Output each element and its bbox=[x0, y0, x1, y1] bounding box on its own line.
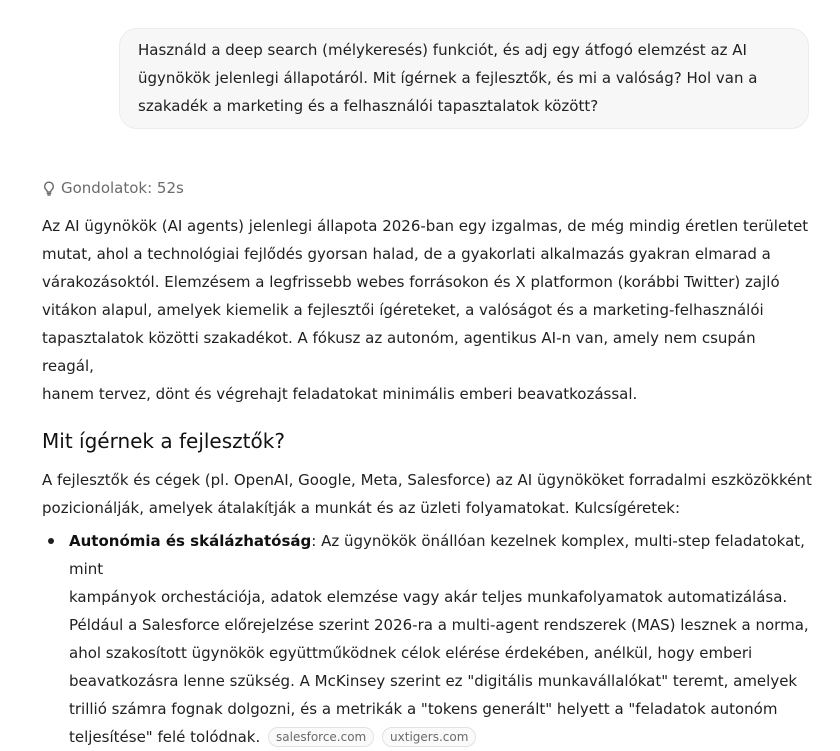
list-item bbox=[42, 527, 812, 751]
source-chip-salesforce[interactable]: salesforce.com bbox=[268, 727, 374, 747]
section-paragraph bbox=[42, 466, 812, 522]
intro-line: várakozásoktól. Elemzésem a legfrissebb webes forrásokon és X platformon (korábbi Twitter) zajló bbox=[42, 273, 780, 291]
user-message-line: szakadék a marketing és a felhasználói tapasztalatok között? bbox=[138, 97, 599, 115]
bullet-line: kampányok orchestációja, adatok elemzése vagy akár teljes munkafolyamatok automatizálása. bbox=[69, 588, 788, 606]
bullet-line: teljesítése" felé tolódnak. bbox=[69, 728, 261, 746]
intro-line: hanem tervez, dönt és végrehajt feladatokat minimális emberi beavatkozással. bbox=[42, 385, 638, 403]
bullet-line: : Az ügynökök önállóan kezelnek komplex, multi-step feladatokat, mint bbox=[69, 532, 805, 578]
user-message-bubble bbox=[119, 28, 809, 129]
intro-line: mutat, ahol a technológiai fejlődés gyorsan halad, de a gyakorlati alkalmazás gyakran elmarad a bbox=[42, 245, 771, 263]
bullet-line: trillió számra fognak dolgozni, és a metrikák a "tokens generált" helyett a "feladatok autonóm bbox=[69, 700, 778, 718]
assistant-answer bbox=[42, 212, 812, 751]
bullet-line: beavatkozásra lenne szükség. A McKinsey szerint ez "digitális munkavállalókat" teremt, amelyek bbox=[69, 672, 798, 690]
bullet-title: Autonómia és skálázhatóság bbox=[69, 532, 312, 550]
user-message-line: Használd a deep search (mélykeresés) funkciót, és adj egy átfogó elemzést az AI bbox=[138, 41, 747, 59]
intro-line: tapasztalatok közötti szakadékot. A fókusz az autonóm, agentikus AI-n van, amely nem csupán reagál, bbox=[42, 329, 756, 375]
section-line: A fejlesztők és cégek (pl. OpenAI, Google, Meta, Salesforce) az AI ügynököket forradalmi eszközökként bbox=[42, 471, 812, 489]
intro-paragraph bbox=[42, 212, 812, 408]
section-line: pozicionálják, amelyek átalakítják a munkát és az üzleti folyamatokat. Kulcsígéretek: bbox=[42, 499, 681, 517]
bullet-dot bbox=[48, 538, 54, 544]
source-chip-uxtigers[interactable]: uxtigers.com bbox=[382, 727, 476, 747]
intro-line: vitákon alapul, amelyek kiemelik a fejlesztői ígéreteket, a valóságot és a marketing-felhasználói bbox=[42, 301, 764, 319]
section-heading: Mit ígérnek a fejlesztők? bbox=[42, 429, 285, 453]
intro-line: Az AI ügynökök (AI agents) jelenlegi állapota 2026-ban egy izgalmas, de még mindig éretlen területet bbox=[42, 217, 809, 235]
promise-list bbox=[42, 527, 812, 751]
user-message-line: ügynökök jelenlegi állapotáról. Mit ígérnek a fejlesztők, és mi a valóság? Hol van a bbox=[138, 69, 758, 87]
bullet-line: ahol szakosított ügynökök együttműködnek célok elérése érdekében, anélkül, hogy emberi bbox=[69, 644, 753, 662]
thoughts-label: Gondolatok: 52s bbox=[61, 179, 184, 197]
thoughts-toggle[interactable] bbox=[42, 176, 184, 200]
bullet-line: Például a Salesforce előrejelzése szerint 2026-ra a multi-agent rendszerek (MAS) lesznek a norma, bbox=[69, 616, 809, 634]
lightbulb-icon bbox=[42, 181, 56, 196]
